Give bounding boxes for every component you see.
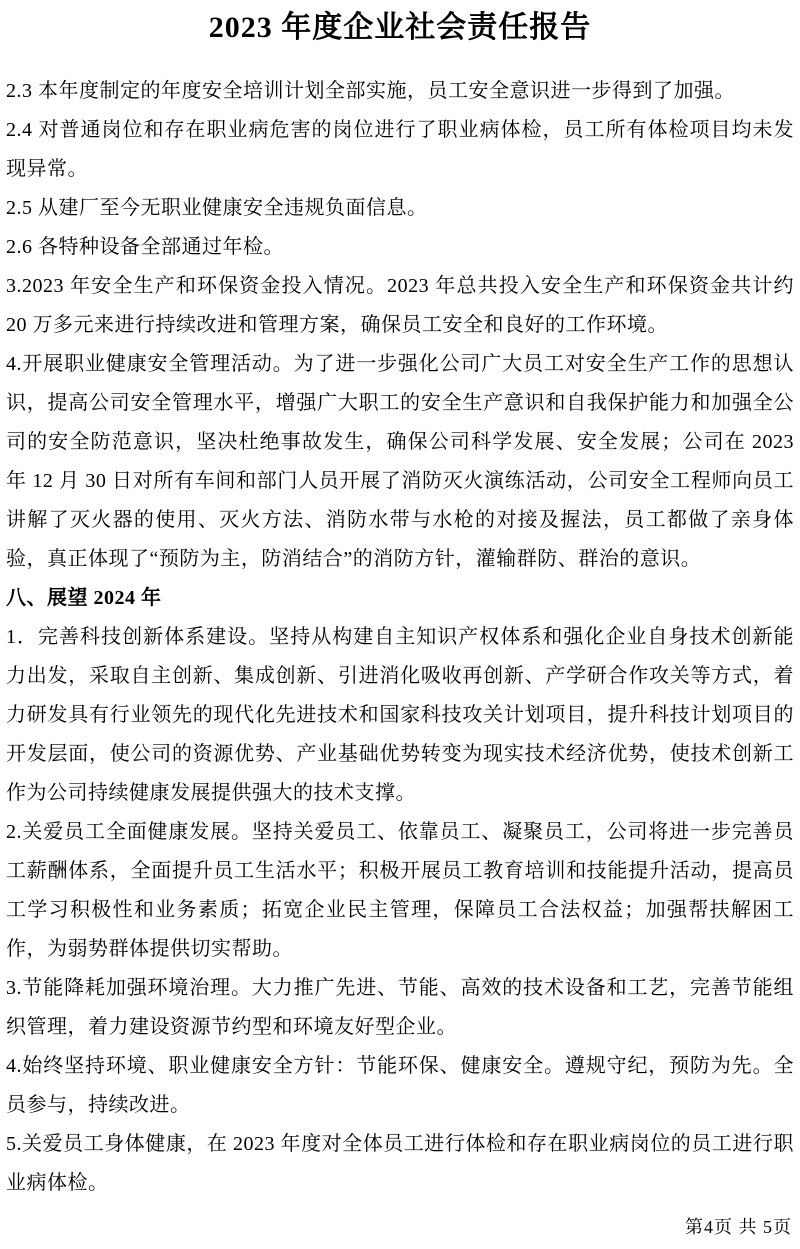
paragraph-2-6-equipment-inspection: 2.6 各特种设备全部通过年检。 [6,236,284,258]
paragraph-4-ohs-management-activities: 4.开展职业健康安全管理活动。为了进一步强化公司广大员工对安全生产工作的思想认识，提高公司安全管理水平，增强广大职工的安全生产意识和自我保护能力和加强全公司的安全防范意识，坚决杜绝事故发生，确保公司科学发展、安全发展；公司在 2023 年 12 月 30 日对所有车间和部门人员开展了消防灭火演练活动，公司安全工程师向员工讲解了灭火器的使用、灭火方法、消防水带与水枪的对接及握法，员工都做了亲身体验，真正体现了“预防为主，防消结合”的消防方针，灌输群防、群治的意识。 [6,353,794,570]
paragraph-3-energy-saving: 3.节能降耗加强环境治理。大力推广先进、节能、高效的技术设备和工艺，完善节能组织管理，着力建设资源节约型和环境友好型企业。 [6,977,794,1038]
paragraph-4-ehs-policy: 4.始终坚持环境、职业健康安全方针：节能环保、健康安全。遵规守纪，预防为先。全员参与，持续改进。 [6,1055,794,1116]
page-title: 2023 年度企业社会责任报告 [208,11,592,44]
paragraph-5-employee-health-checkup: 5.关爱员工身体健康，在 2023 年度对全体员工进行体检和存在职业病岗位的员工进行职业病体检。 [6,1133,794,1194]
paragraph-3-safety-environment-funding: 3.2023 年安全生产和环保资金投入情况。2023 年总共投入安全生产和环保资金共计约 20 万多元来进行持续改进和管理方案，确保员工安全和良好的工作环境。 [6,275,794,336]
paragraph-2-employee-care: 2.关爱员工全面健康发展。坚持关爱员工、依靠员工、凝聚员工，公司将进一步完善员工薪酬体系，全面提升员工生活水平；积极开展员工教育培训和技能提升活动，提高员工学习积极性和业务素质；拓宽企业民主管理，保障员工合法权益；加强帮扶解困工作，为弱势群体提供切实帮助。 [6,821,794,960]
paragraph-2-3-safety-training: 2.3 本年度制定的年度安全培训计划全部实施，员工安全意识进一步得到了加强。 [6,80,735,102]
paragraph-2-5-no-violations: 2.5 从建厂至今无职业健康安全违规负面信息。 [6,197,428,219]
document-body [6,72,794,1203]
section-heading-outlook-2024: 八、展望 2024 年 [6,587,162,609]
page-number: 第4页 共 5页 [685,1217,792,1237]
paragraph-2-4-health-exams: 2.4 对普通岗位和存在职业病危害的岗位进行了职业病体检，员工所有体检项目均未发现异常。 [6,119,794,180]
paragraph-1-tech-innovation: 1．完善科技创新体系建设。坚持从构建自主知识产权体系和强化企业自身技术创新能力出发，采取自主创新、集成创新、引进消化吸收再创新、产学研合作攻关等方式，着力研发具有行业领先的现代化先进技术和国家科技攻关计划项目，提升科技计划项目的开发层面，使公司的资源优势、产业基础优势转变为现实技术经济优势，使技术创新工作为公司持续健康发展提供强大的技术支撑。 [6,626,794,804]
